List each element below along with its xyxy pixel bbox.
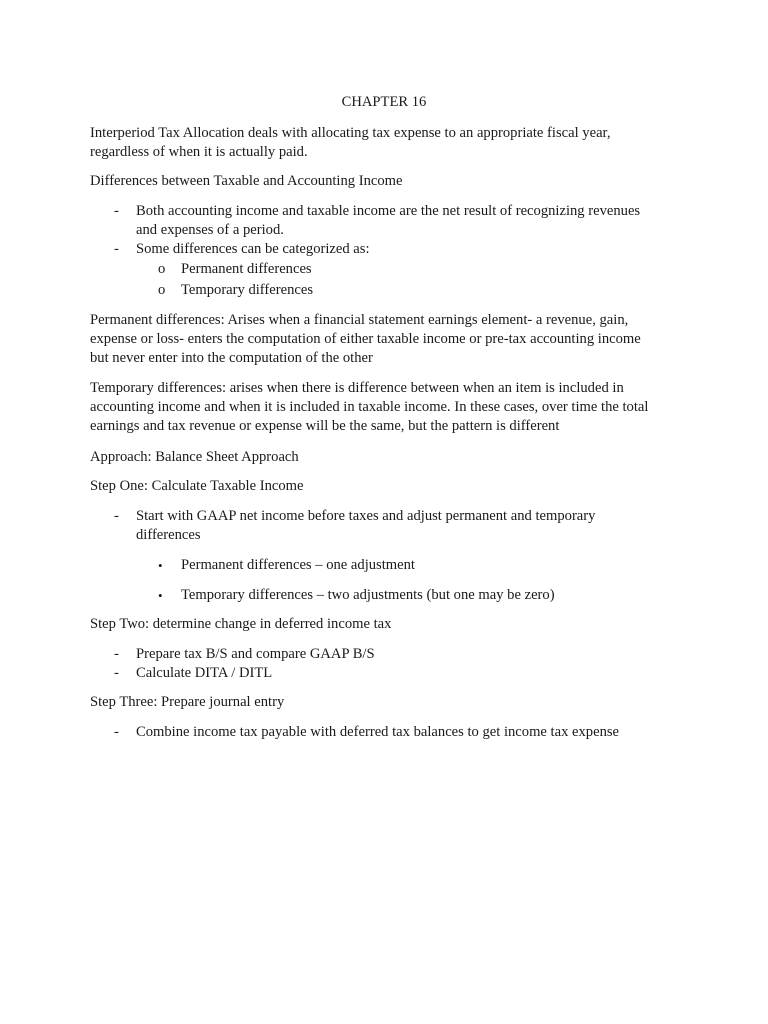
page-title: CHAPTER 16: [341, 94, 427, 110]
list-item-text: differences: [136, 527, 201, 543]
list-item-text: Both accounting income and taxable income are the net result of recognizing revenues: [136, 203, 641, 219]
step-two-heading: Step Two: determine change in deferred income tax: [90, 616, 392, 632]
list-item-text: Prepare tax B/S and compare GAAP B/S: [136, 646, 375, 662]
paragraph-line: Permanent differences: Arises when a financial statement earnings element- a revenue, gain,: [90, 312, 629, 328]
intro-line: Interperiod Tax Allocation deals with allocating tax expense to an appropriate fiscal year,: [90, 125, 611, 141]
list-item-text: Calculate DITA / DITL: [136, 665, 273, 681]
list-dash-marker: -: [114, 724, 119, 740]
intro-line: regardless of when it is actually paid.: [90, 144, 308, 160]
step-three-heading: Step Three: Prepare journal entry: [90, 694, 285, 710]
list-item-text: and expenses of a period.: [136, 222, 284, 238]
list-item-text: Combine income tax payable with deferred tax balances to get income tax expense: [136, 724, 620, 740]
paragraph-line: expense or loss- enters the computation of either taxable income or pre-tax accounting income: [90, 331, 641, 347]
paragraph-line: Temporary differences: arises when there is difference between when an item is included in: [90, 380, 624, 396]
list-dash-marker: -: [114, 203, 119, 219]
sublist-bullet-marker: •: [158, 558, 163, 573]
sublist-item-text: Temporary differences – two adjustments (but one may be zero): [181, 587, 555, 603]
sublist-circle-marker: o: [158, 282, 166, 298]
sublist-bullet-marker: •: [158, 588, 163, 603]
step-one-heading: Step One: Calculate Taxable Income: [90, 478, 304, 494]
approach-line: Approach: Balance Sheet Approach: [90, 449, 299, 465]
list-dash-marker: -: [114, 646, 119, 662]
sublist-circle-marker: o: [158, 261, 166, 277]
sublist-item-text: Permanent differences – one adjustment: [181, 557, 415, 573]
paragraph-line: but never enter into the computation of the other: [90, 350, 373, 366]
list-dash-marker: -: [114, 241, 119, 257]
paragraph-line: accounting income and when it is included in taxable income. In these cases, over time the total: [90, 399, 649, 415]
sublist-item-text: Temporary differences: [181, 282, 314, 298]
section-heading-differences: Differences between Taxable and Accounting Income: [90, 173, 403, 189]
paragraph-line: earnings and tax revenue or expense will be the same, but the pattern is different: [90, 418, 560, 434]
list-dash-marker: -: [114, 665, 119, 681]
list-dash-marker: -: [114, 508, 119, 524]
list-item-text: Some differences can be categorized as:: [136, 241, 370, 257]
list-item-text: Start with GAAP net income before taxes and adjust permanent and temporary: [136, 508, 596, 524]
sublist-item-text: Permanent differences: [181, 261, 312, 277]
